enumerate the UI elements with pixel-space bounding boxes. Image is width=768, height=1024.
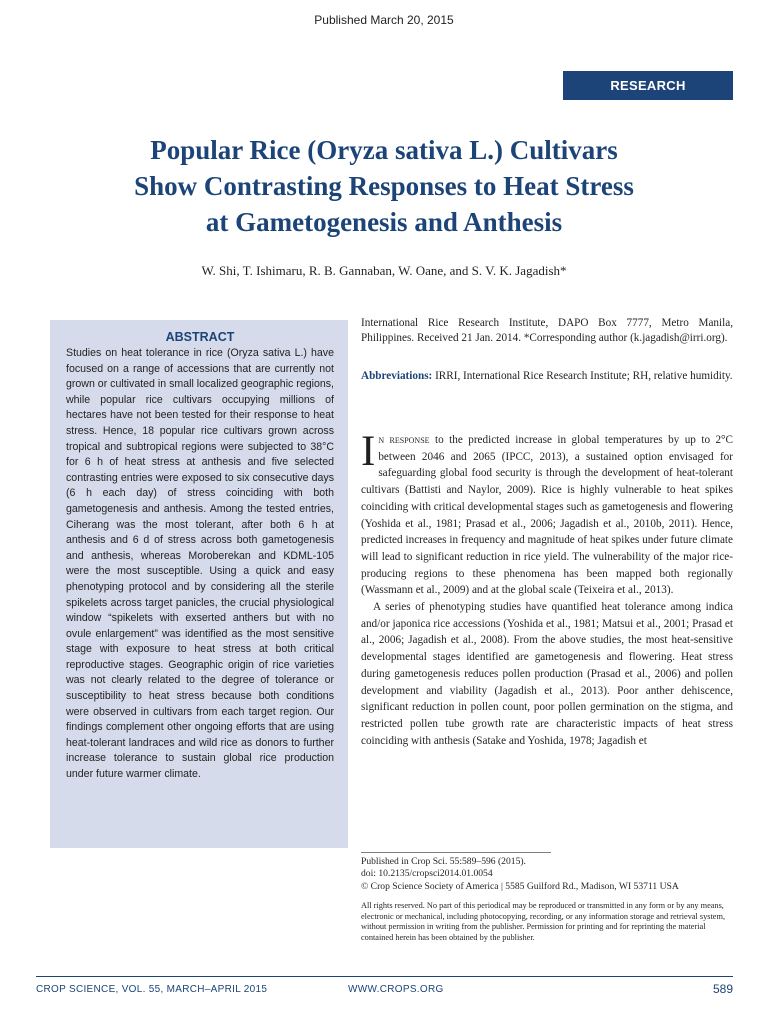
lead-in: n response (378, 434, 430, 446)
footer-journal: CROP SCIENCE, VOL. 55, MARCH–APRIL 2015 (36, 984, 268, 995)
body-paragraph-2: A series of phenotyping studies have quantified heat tolerance among indica and/or japonica rice accessions (Yoshida et al., 1981; Matsui et al., 2001; Prasad et al., 2006; Jagadish et al., 2008). From the above studies, the most heat-sensitive developmental stages identified are gametogenesis and flowering. Heat stress during gametogenesis reduces pollen production (Prasad et al., 2006) and pollen development and viability (Jagadish et al., 2013). Poor anther dehiscence, significant reduction in pollen count, poor pollen germination on the stigma, and restricted pollen tube growth rate are characteristic impacts of heat stress coinciding with anthesis (Satake and Yoshida, 1978; Jagadish et (361, 601, 733, 747)
publication-citation: Published in Crop Sci. 55:589–596 (2015). (361, 856, 526, 867)
article-title (40, 132, 728, 240)
abbreviations-label: Abbreviations: (361, 370, 433, 382)
body-text (361, 428, 733, 749)
affiliation: International Rice Research Institute, DAPO Box 7777, Metro Manila, Philippines. Received 21 Jan. 2014. *Corresponding author (k.jagadish@irri.org). (361, 317, 733, 345)
abbreviations (361, 369, 733, 384)
abstract-heading: ABSTRACT (165, 330, 235, 344)
published-date: Published March 20, 2015 (314, 13, 454, 27)
paragraph-1-text: to the predicted increase in global temperatures by up to 2°C between 2046 and 2065 (IPCC, 2013), a sustained option envisaged for safeguarding global food security is through the development of heat-tolerant cultivars (Battisti and Naylor, 2009). Rice is highly vulnerable to heat spikes coinciding with critical developmental stages such as gametogenesis and flowering (Yoshida et al., 1981; Prasad et al., 2006; Jagadish et al., 2010b, 2011). Hence, predicted increases in frequency and magnitude of heat spikes under future climate will lead to significant reduction in rice yield. The vulnerability of the major rice-producing regions to these phenomena has been mapped both regionally (Wassmann et al., 2009) and at the global scale (Teixeira et al., 2013). (361, 434, 733, 597)
body-paragraph-1 (361, 428, 733, 599)
publication-info (361, 856, 733, 893)
abstract-box (50, 320, 348, 848)
abbreviations-text: IRRI, International Rice Research Institute; RH, relative humidity. (432, 370, 733, 382)
publication-info-divider (361, 852, 551, 853)
drop-cap: I (361, 428, 376, 475)
section-badge: RESEARCH (563, 71, 733, 100)
title-line-1: Popular Rice (Oryza sativa L.) Cultivars (150, 135, 618, 165)
rights-notice: All rights reserved. No part of this periodical may be reproduced or transmitted in any form or by any means, electronic or mechanical, including photocopying, recording, or any information storage and retrieval system, without permission in writing from the publisher. Permission for printing and for reprinting the material contained herein has been obtained by the publisher. (361, 901, 726, 942)
publication-copyright: © Crop Science Society of America | 5585 Guilford Rd., Madison, WI 53711 USA (361, 880, 679, 892)
title-line-2: Show Contrasting Responses to Heat Stress (134, 171, 634, 201)
page-number: 589 (712, 982, 733, 996)
abstract-text: Studies on heat tolerance in rice (Oryza sativa L.) have focused on a range of accessions that are currently not grown or cultivated in small localized geographic regions, while popular rice cultivars occupying millions of hectares have not been tested for their response to heat stress. Hence, 18 popular rice cultivars grown across tropical and subtropical regions were subjected to 38°C for 6 h of heat stress at anthesis and five selected contrasting entries were exposed to six consecutive days (6 h each day) of stress coinciding with both gametogenesis and anthesis. Among the tested entries, Ciherang was the most tolerant, after both 6 h at anthesis and 6 d of stress across both gametogenesis and anthesis, whereas Moroberekan and KDML-105 were the most susceptible. Using a quick and easy phenotyping protocol and by considering all the sterile spikelets across target panicles, the crucial physiological window “spikelets with exserted anthers but with no ovule enlargement” was identified as the most sensitive stage with exposure to heat stress at both critical reproductive stages. Geographic origin of rice varieties was not clearly related to the degree of tolerance or susceptibility to heat stress because both conditions were observed in cultivars from each target region. Our findings complement other ongoing efforts that are using heat-tolerant landraces and wild rice as donors to further increase tolerance to sustain global rice production under future warmer climate. (66, 347, 334, 781)
footer-divider (36, 976, 733, 977)
footer-url[interactable]: WWW.CROPS.ORG (348, 984, 444, 995)
publication-doi: doi: 10.2135/cropsci2014.01.0054 (361, 868, 493, 880)
author-list: W. Shi, T. Ishimaru, R. B. Gannaban, W. Oane, and S. V. K. Jagadish* (201, 263, 567, 278)
title-line-3: at Gametogenesis and Anthesis (205, 207, 563, 237)
